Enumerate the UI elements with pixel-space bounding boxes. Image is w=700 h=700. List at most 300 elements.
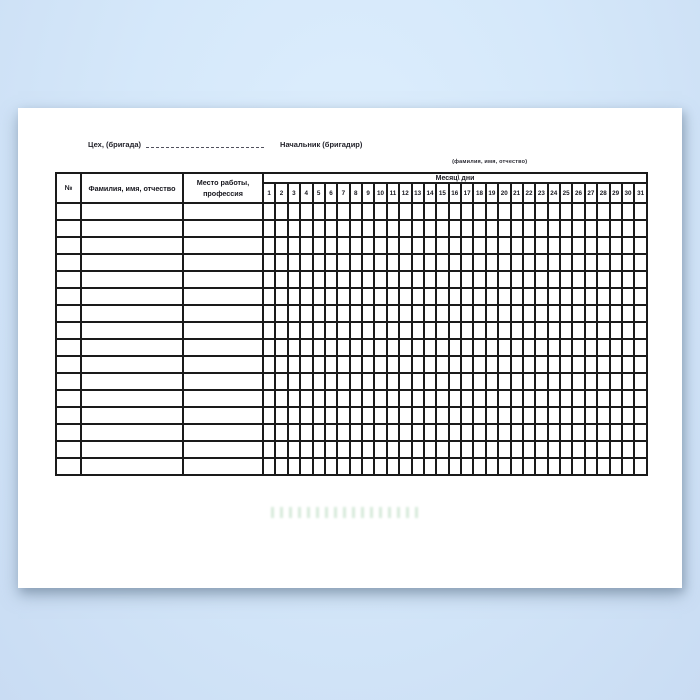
day-cell [461, 271, 473, 288]
day-cell [585, 424, 597, 441]
day-cell [424, 339, 436, 356]
day-cell [523, 322, 535, 339]
day-cell [597, 356, 609, 373]
day-cell [572, 458, 584, 475]
day-cell [313, 322, 325, 339]
day-cell [560, 220, 572, 237]
day-cell [535, 441, 547, 458]
day-cell [622, 305, 634, 322]
day-cell [610, 373, 622, 390]
day-cell [449, 288, 461, 305]
day-cell [486, 203, 498, 220]
day-cell [288, 305, 300, 322]
day-cell [350, 390, 362, 407]
day-cell [399, 220, 411, 237]
day-cell [300, 322, 312, 339]
workplace-cell [183, 356, 263, 373]
day-cell [473, 237, 485, 254]
day-cell [498, 441, 510, 458]
day-cell [622, 356, 634, 373]
day-cell [610, 458, 622, 475]
day-cell [585, 458, 597, 475]
day-cell [572, 424, 584, 441]
day-cell [399, 305, 411, 322]
day-cell [424, 322, 436, 339]
day-cell [436, 237, 448, 254]
number-cell [56, 441, 81, 458]
table-row [56, 322, 647, 339]
day-cell [610, 237, 622, 254]
day-cell [523, 237, 535, 254]
day-cell [436, 254, 448, 271]
day-cell [634, 203, 647, 220]
day-cell [313, 237, 325, 254]
table-row [56, 458, 647, 475]
day-cell [362, 424, 374, 441]
day-cell [597, 458, 609, 475]
day-cell [325, 254, 337, 271]
day-cell [622, 441, 634, 458]
day-cell [387, 271, 399, 288]
day-cell [622, 288, 634, 305]
day-cell [337, 424, 349, 441]
day-cell [473, 407, 485, 424]
day-cell [449, 305, 461, 322]
day-cell [275, 373, 287, 390]
day-cell [572, 203, 584, 220]
col-header-number: № [56, 173, 81, 203]
day-cell [461, 441, 473, 458]
day-cell [572, 390, 584, 407]
day-cell [362, 390, 374, 407]
day-cell [585, 237, 597, 254]
day-cell [362, 339, 374, 356]
day-cell [498, 356, 510, 373]
day-cell [473, 458, 485, 475]
day-cell [424, 373, 436, 390]
day-cell [412, 322, 424, 339]
day-cell [523, 390, 535, 407]
day-cell [634, 356, 647, 373]
day-cell [387, 441, 399, 458]
day-cell [374, 305, 386, 322]
day-cell [325, 407, 337, 424]
workplace-cell [183, 305, 263, 322]
day-cell [449, 203, 461, 220]
day-cell [548, 356, 560, 373]
day-cell [337, 220, 349, 237]
day-cell [548, 220, 560, 237]
day-cell [597, 271, 609, 288]
day-cell [511, 458, 523, 475]
day-cell [313, 407, 325, 424]
day-cell [350, 458, 362, 475]
day-cell [498, 288, 510, 305]
day-cell [486, 373, 498, 390]
day-cell [275, 237, 287, 254]
workplace-cell [183, 441, 263, 458]
day-cell [313, 203, 325, 220]
day-cell [473, 271, 485, 288]
day-cell [275, 339, 287, 356]
day-cell [560, 203, 572, 220]
day-header-13: 13 [412, 183, 424, 203]
day-cell [288, 441, 300, 458]
day-cell [387, 254, 399, 271]
day-cell [511, 237, 523, 254]
day-cell [436, 458, 448, 475]
day-cell [449, 322, 461, 339]
day-cell [486, 305, 498, 322]
day-cell [263, 237, 275, 254]
day-cell [622, 322, 634, 339]
day-cell [449, 373, 461, 390]
day-cell [634, 458, 647, 475]
name-cell [81, 322, 183, 339]
day-cell [461, 220, 473, 237]
day-cell [412, 254, 424, 271]
day-cell [325, 288, 337, 305]
day-header-29: 29 [610, 183, 622, 203]
day-cell [374, 237, 386, 254]
day-cell [548, 288, 560, 305]
day-cell [263, 373, 275, 390]
day-cell [275, 220, 287, 237]
day-cell [548, 305, 560, 322]
day-cell [436, 390, 448, 407]
table-row [56, 220, 647, 237]
day-cell [498, 390, 510, 407]
day-cell [486, 458, 498, 475]
day-cell [572, 441, 584, 458]
day-cell [572, 407, 584, 424]
day-cell [325, 458, 337, 475]
day-header-17: 17 [461, 183, 473, 203]
day-cell [325, 322, 337, 339]
day-cell [424, 441, 436, 458]
day-cell [461, 305, 473, 322]
day-cell [610, 305, 622, 322]
day-header-27: 27 [585, 183, 597, 203]
day-cell [523, 373, 535, 390]
day-cell [597, 373, 609, 390]
day-cell [399, 424, 411, 441]
day-cell [374, 390, 386, 407]
day-cell [288, 322, 300, 339]
day-cell [374, 271, 386, 288]
day-cell [610, 441, 622, 458]
day-cell [498, 203, 510, 220]
number-cell [56, 407, 81, 424]
name-cell [81, 407, 183, 424]
day-cell [498, 220, 510, 237]
day-cell [313, 390, 325, 407]
day-cell [387, 305, 399, 322]
col-header-name: Фамилия, имя, отчество [81, 173, 183, 203]
day-cell [498, 407, 510, 424]
day-cell [523, 271, 535, 288]
day-header-22: 22 [523, 183, 535, 203]
day-cell [498, 254, 510, 271]
paper-sheet [18, 108, 682, 588]
day-cell [523, 356, 535, 373]
day-cell [597, 220, 609, 237]
day-cell [325, 424, 337, 441]
table-row [56, 373, 647, 390]
day-cell [387, 203, 399, 220]
day-cell [275, 458, 287, 475]
name-cell [81, 271, 183, 288]
day-cell [461, 322, 473, 339]
day-cell [634, 288, 647, 305]
day-cell [449, 458, 461, 475]
day-header-7: 7 [337, 183, 349, 203]
day-cell [337, 322, 349, 339]
workshop-brigade-label: Цех, (бригада) [88, 140, 142, 149]
day-cell [498, 305, 510, 322]
day-header-4: 4 [300, 183, 312, 203]
day-cell [263, 288, 275, 305]
day-cell [572, 305, 584, 322]
day-cell [412, 373, 424, 390]
day-cell [449, 254, 461, 271]
day-cell [337, 305, 349, 322]
day-cell [511, 322, 523, 339]
day-cell [313, 339, 325, 356]
day-cell [548, 458, 560, 475]
day-cell [337, 441, 349, 458]
day-cell [288, 373, 300, 390]
number-cell [56, 271, 81, 288]
day-cell [548, 237, 560, 254]
day-cell [350, 441, 362, 458]
day-header-26: 26 [572, 183, 584, 203]
day-cell [535, 339, 547, 356]
day-cell [436, 356, 448, 373]
day-cell [412, 203, 424, 220]
day-cell [263, 407, 275, 424]
day-header-23: 23 [535, 183, 547, 203]
day-cell [436, 305, 448, 322]
day-cell [337, 203, 349, 220]
day-header-12: 12 [399, 183, 411, 203]
day-cell [275, 356, 287, 373]
day-cell [275, 424, 287, 441]
day-cell [535, 458, 547, 475]
day-cell [399, 407, 411, 424]
day-cell [585, 322, 597, 339]
day-cell [288, 390, 300, 407]
day-cell [610, 271, 622, 288]
day-cell [449, 339, 461, 356]
day-cell [511, 356, 523, 373]
number-cell [56, 305, 81, 322]
workplace-cell [183, 322, 263, 339]
day-cell [263, 356, 275, 373]
day-cell [424, 390, 436, 407]
day-cell [387, 373, 399, 390]
day-cell [523, 288, 535, 305]
day-cell [374, 254, 386, 271]
number-cell [56, 237, 81, 254]
day-cell [535, 373, 547, 390]
table-row [56, 237, 647, 254]
day-cell [622, 339, 634, 356]
day-cell [473, 203, 485, 220]
day-cell [374, 424, 386, 441]
day-cell [399, 237, 411, 254]
day-cell [412, 305, 424, 322]
day-cell [275, 288, 287, 305]
day-cell [362, 441, 374, 458]
day-cell [374, 373, 386, 390]
day-cell [449, 220, 461, 237]
day-cell [560, 237, 572, 254]
day-cell [288, 424, 300, 441]
number-cell [56, 356, 81, 373]
day-header-19: 19 [486, 183, 498, 203]
day-cell [498, 237, 510, 254]
watermark [265, 507, 423, 518]
name-cell [81, 203, 183, 220]
day-cell [597, 322, 609, 339]
day-cell [374, 441, 386, 458]
top-fields [88, 139, 612, 165]
day-cell [300, 407, 312, 424]
day-cell [374, 356, 386, 373]
workplace-cell [183, 458, 263, 475]
day-cell [548, 271, 560, 288]
day-cell [548, 322, 560, 339]
day-cell [449, 237, 461, 254]
table-row [56, 390, 647, 407]
day-cell [585, 220, 597, 237]
day-cell [597, 254, 609, 271]
day-cell [585, 305, 597, 322]
day-cell [362, 373, 374, 390]
day-cell [634, 373, 647, 390]
day-cell [572, 237, 584, 254]
day-cell [622, 237, 634, 254]
name-cell [81, 390, 183, 407]
day-cell [461, 390, 473, 407]
day-cell [288, 271, 300, 288]
day-cell [275, 305, 287, 322]
day-cell [362, 407, 374, 424]
day-cell [523, 458, 535, 475]
day-cell [511, 271, 523, 288]
day-cell [560, 339, 572, 356]
day-cell [486, 339, 498, 356]
day-cell [572, 288, 584, 305]
day-cell [362, 220, 374, 237]
day-cell [399, 288, 411, 305]
day-cell [325, 203, 337, 220]
day-cell [424, 305, 436, 322]
day-cell [511, 373, 523, 390]
table-row [56, 356, 647, 373]
day-cell [399, 441, 411, 458]
day-cell [449, 424, 461, 441]
number-cell [56, 322, 81, 339]
day-header-14: 14 [424, 183, 436, 203]
day-cell [473, 339, 485, 356]
name-cell [81, 356, 183, 373]
day-cell [622, 254, 634, 271]
day-cell [634, 305, 647, 322]
day-cell [313, 220, 325, 237]
day-cell [548, 441, 560, 458]
day-cell [622, 458, 634, 475]
day-cell [548, 424, 560, 441]
day-cell [622, 390, 634, 407]
day-header-18: 18 [473, 183, 485, 203]
day-cell [560, 424, 572, 441]
day-cell [387, 424, 399, 441]
name-cell [81, 373, 183, 390]
day-cell [263, 458, 275, 475]
day-cell [548, 373, 560, 390]
day-cell [610, 424, 622, 441]
day-cell [511, 203, 523, 220]
day-cell [498, 373, 510, 390]
day-cell [350, 407, 362, 424]
table-row [56, 407, 647, 424]
day-cell [511, 424, 523, 441]
day-cell [337, 254, 349, 271]
workplace-cell [183, 271, 263, 288]
day-cell [313, 373, 325, 390]
day-cell [288, 220, 300, 237]
day-cell [399, 356, 411, 373]
day-cell [313, 441, 325, 458]
day-header-3: 3 [288, 183, 300, 203]
day-cell [374, 322, 386, 339]
col-header-month-days: Месяц\ дни [263, 173, 647, 183]
day-cell [473, 288, 485, 305]
day-cell [337, 458, 349, 475]
day-cell [486, 407, 498, 424]
day-cell [313, 424, 325, 441]
day-cell [585, 271, 597, 288]
day-cell [387, 390, 399, 407]
day-cell [523, 424, 535, 441]
day-cell [560, 254, 572, 271]
day-cell [350, 373, 362, 390]
day-cell [263, 390, 275, 407]
day-cell [424, 203, 436, 220]
day-cell [498, 458, 510, 475]
day-cell [449, 271, 461, 288]
day-cell [498, 271, 510, 288]
table-row [56, 305, 647, 322]
day-cell [572, 373, 584, 390]
day-cell [325, 237, 337, 254]
day-cell [597, 203, 609, 220]
day-cell [535, 220, 547, 237]
day-cell [523, 407, 535, 424]
workplace-cell [183, 220, 263, 237]
day-cell [350, 424, 362, 441]
day-cell [263, 322, 275, 339]
day-cell [374, 458, 386, 475]
name-cell [81, 441, 183, 458]
day-cell [288, 288, 300, 305]
day-cell [585, 441, 597, 458]
day-cell [523, 220, 535, 237]
day-cell [313, 271, 325, 288]
day-cell [300, 390, 312, 407]
